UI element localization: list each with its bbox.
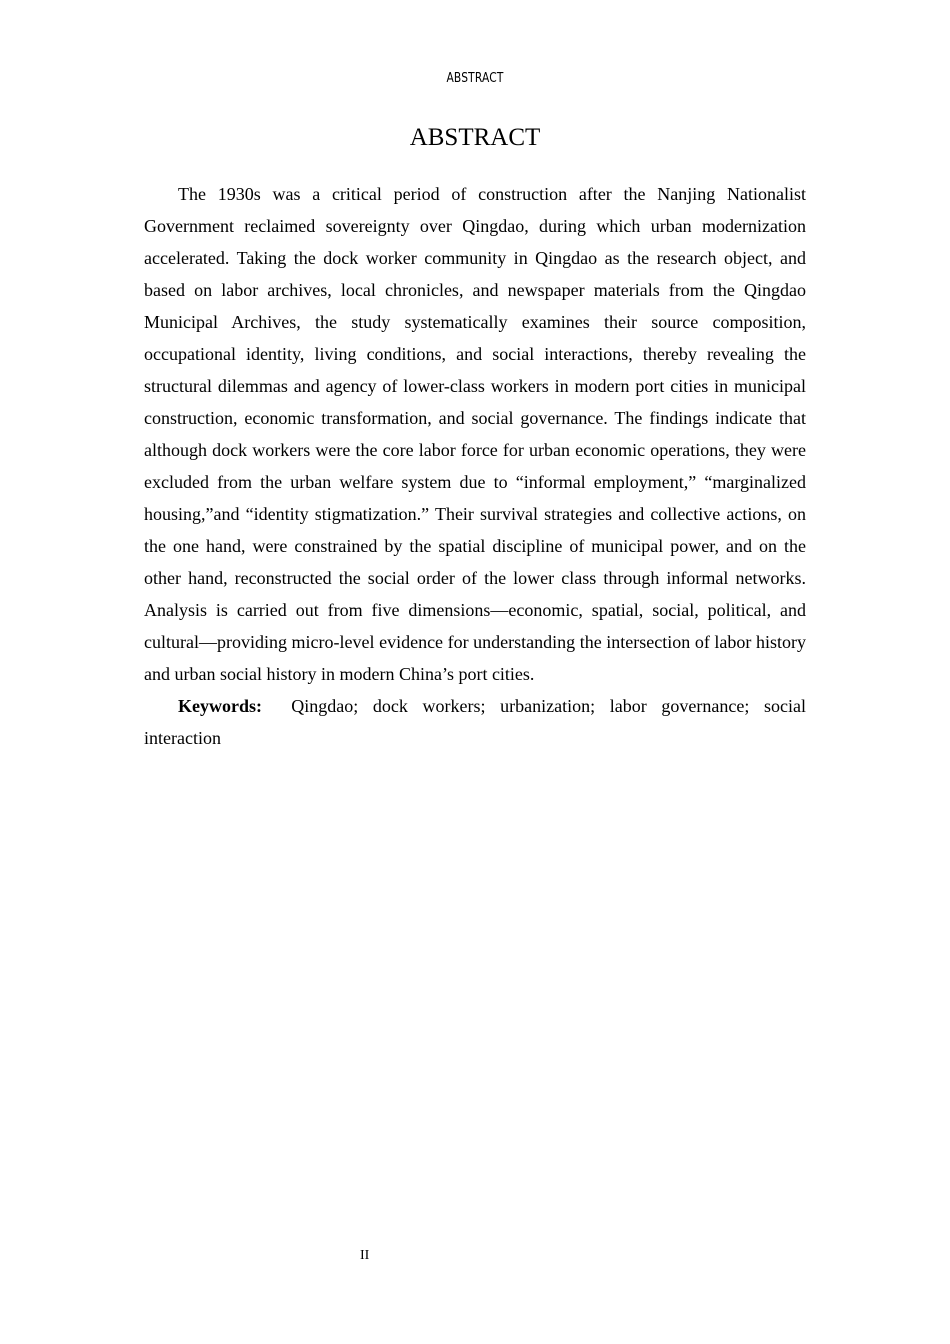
keywords-paragraph [144,690,806,754]
running-header: ABSTRACT [446,71,504,86]
keywords-label: Keywords: [178,696,262,716]
page-title: ABSTRACT [409,124,541,151]
keywords-list: Qingdao; dock workers; urbanization; labor governance; social interaction [144,696,807,748]
abstract-body [144,178,806,754]
page-number: II [360,1248,370,1263]
abstract-paragraph: The 1930s was a critical period of construction after the Nanjing Nationalist Government reclaimed sovereignty over Qingdao, during which urban modernization accelerated. Taking the dock worker community in Qingdao as the research object, and based on labor archives, local chronicles, and newspaper materials from the Qingdao Municipal Archives, the study systematically examines their source composition, occupational identity, living conditions, and social interactions, thereby revealing the structural dilemmas and agency of lower-class workers in modern port cities in municipal construction, economic transformation, and social governance. The findings indicate that although dock workers were the core labor force for urban economic operations, they were excluded from the urban welfare system due to “informal employment,” “marginalized housing,”and “identity stigmatization.” Their survival strategies and collective actions, on the one hand, were constrained by the spatial discipline of municipal power, and on the other hand, reconstructed the social order of the lower class through informal networks. Analysis is carried out from five dimensions—economic, spatial, social, political, and cultural—providing micro-level evidence for understanding the intersection of labor history and urban social history in modern China’s port cities. [144,184,806,684]
